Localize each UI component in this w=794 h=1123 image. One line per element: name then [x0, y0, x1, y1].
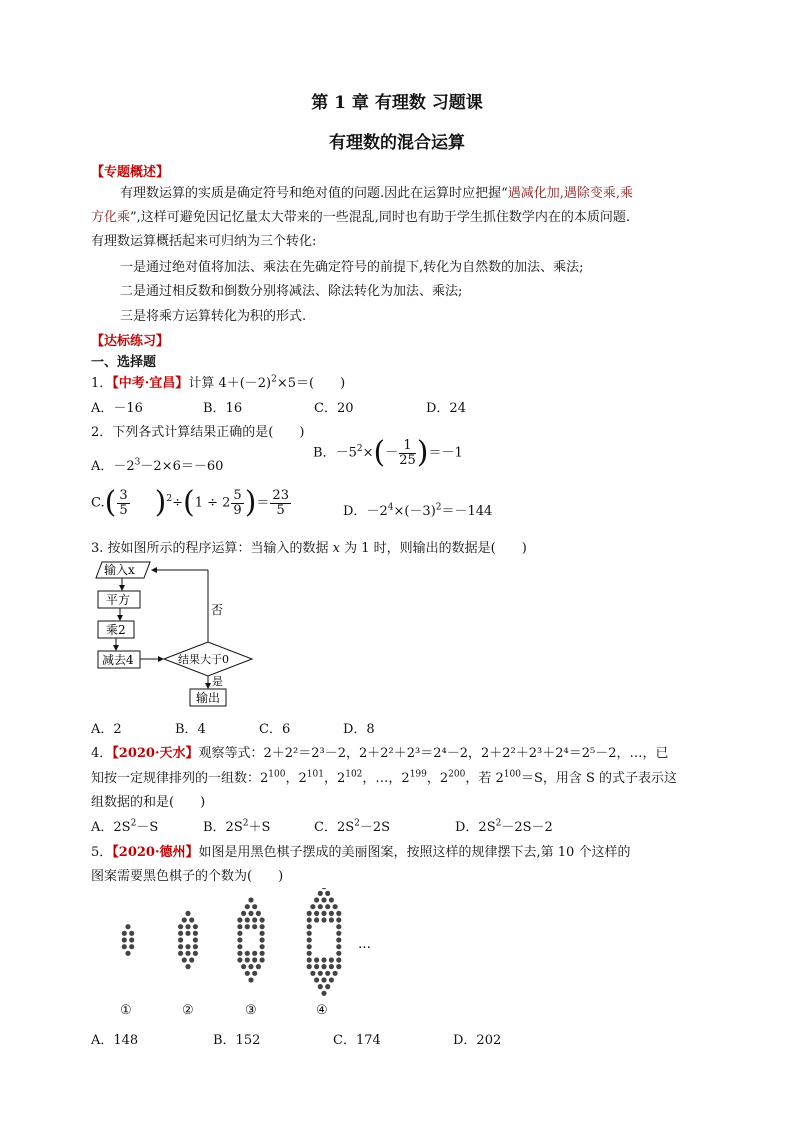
- right-paren: ): [416, 435, 429, 470]
- chess-piece: [178, 944, 183, 949]
- q5-option-d[interactable]: D．202: [453, 1033, 502, 1048]
- chess-piece: [318, 891, 323, 896]
- pattern-label-2: ②: [182, 1003, 194, 1018]
- square-label: 平方: [106, 593, 131, 607]
- chess-piece: [185, 964, 190, 969]
- chess-piece: [329, 917, 334, 922]
- chess-piece: [329, 911, 334, 916]
- chess-piece: [318, 971, 323, 976]
- right-paren: ): [154, 485, 167, 520]
- q2-option-c[interactable]: [91, 485, 292, 520]
- chess-piece: [237, 937, 242, 942]
- decision-label: 结果大于0: [178, 653, 229, 666]
- chess-piece: [307, 911, 312, 916]
- q3-option-c[interactable]: C．6: [259, 722, 291, 737]
- overview-text: 有理数运算的实质是确定符号和绝对值的问题.因此在运算时应把握“: [120, 186, 508, 201]
- pattern-4: [307, 888, 342, 996]
- pattern-1: [122, 924, 135, 956]
- chess-piece: [185, 944, 190, 949]
- chess-piece: [260, 957, 265, 962]
- source-tag: 【中考·宜昌】: [112, 376, 189, 391]
- question-5-line-2: 图案需要黑色棋子的个数为( ): [91, 869, 284, 884]
- q1-option-b[interactable]: B．16: [203, 401, 243, 416]
- overview-highlight: 遇减化加,遇除变乘,乘: [507, 186, 634, 201]
- chess-piece: [314, 964, 319, 969]
- chess-piece: [178, 931, 183, 936]
- expr: ×: [362, 445, 374, 461]
- pattern-label-4: ④: [316, 1003, 328, 1018]
- chess-piece: [318, 904, 323, 909]
- q5-option-b[interactable]: B．152: [213, 1033, 261, 1048]
- chess-piece: [310, 971, 315, 976]
- question-4-line-3: 组数据的和是( ): [91, 795, 206, 810]
- question-4: [91, 742, 668, 761]
- chess-piece: [248, 977, 253, 982]
- chess-piece: [122, 931, 127, 936]
- q1-option-c[interactable]: C．20: [314, 401, 354, 416]
- chess-piece: [245, 904, 250, 909]
- chess-piece: [129, 937, 134, 942]
- expr: 知按一定规律排列的一组数：2: [91, 771, 269, 786]
- flowchart: [90, 558, 270, 710]
- q2-option-a[interactable]: [91, 455, 223, 474]
- expr: －2×6＝－60: [140, 459, 224, 474]
- chess-piece: [321, 964, 326, 969]
- expr: B．2S: [203, 820, 243, 835]
- chess-piece: [237, 931, 242, 936]
- expr: ＝S，用含 S 的式子表示这: [520, 771, 678, 786]
- expr: ×(－3): [393, 504, 436, 519]
- exponent: 2: [495, 818, 502, 829]
- source-tag: 【2020·德州】: [112, 845, 199, 860]
- chess-piece: [307, 944, 312, 949]
- question-number: 1．: [91, 376, 113, 391]
- chess-piece: [245, 957, 250, 962]
- left-paren: (: [373, 435, 386, 470]
- exponent: 2: [130, 818, 137, 829]
- q4-option-c[interactable]: [314, 816, 390, 835]
- chess-piece: [336, 911, 341, 916]
- expr: ÷: [172, 495, 183, 511]
- chess-piece: [333, 904, 338, 909]
- chess-piece: [256, 911, 261, 916]
- chess-piece: [185, 951, 190, 956]
- denominator: 25: [399, 452, 416, 468]
- chess-piece: [307, 964, 312, 969]
- chess-piece: [260, 924, 265, 929]
- chess-piece: [241, 964, 246, 969]
- chess-piece: [245, 924, 250, 929]
- expr: ＝－1: [428, 445, 463, 461]
- chess-piece: [189, 917, 194, 922]
- chess-piece: [329, 957, 334, 962]
- chess-piece: [314, 897, 319, 902]
- chess-piece: [336, 924, 341, 929]
- question-stem: 为 1 时，则输出的数据是( ): [340, 541, 527, 556]
- chess-piece: [178, 924, 183, 929]
- chess-piece: [178, 951, 183, 956]
- chess-piece: [182, 957, 187, 962]
- expr: －2S: [359, 820, 391, 835]
- chess-piece: [314, 917, 319, 922]
- exponent: 100: [503, 769, 521, 780]
- chess-piece: [248, 897, 253, 902]
- chess-piece: [307, 931, 312, 936]
- q3-option-d[interactable]: D．8: [343, 722, 375, 737]
- expr: 1 ÷ 2: [194, 495, 231, 511]
- chess-piece: [189, 957, 194, 962]
- chess-piece: [193, 951, 198, 956]
- chess-piece: [193, 931, 198, 936]
- chess-piece: [193, 937, 198, 942]
- chess-piece: [321, 888, 326, 889]
- question-stem: ×5＝( ): [276, 376, 346, 391]
- question-number: 5．: [91, 845, 113, 860]
- chess-piece: [237, 951, 242, 956]
- exponent: 3: [134, 457, 141, 468]
- chess-piece: [248, 911, 253, 916]
- variable: x: [332, 541, 341, 556]
- chess-piece: [185, 931, 190, 936]
- numerator: 5: [233, 487, 242, 503]
- chess-piece: [252, 951, 257, 956]
- chess-piece: [321, 911, 326, 916]
- chess-piece: [245, 917, 250, 922]
- overview-line-2: [91, 206, 630, 225]
- expr: －2: [113, 459, 135, 474]
- chess-piece: [314, 977, 319, 982]
- expr: ＝: [256, 495, 270, 511]
- chess-piece: [307, 957, 312, 962]
- exponent: 199: [409, 769, 427, 780]
- question-stem: 计算 4＋(－2): [188, 376, 272, 391]
- chess-piece: [260, 917, 265, 922]
- chess-piece: [325, 891, 330, 896]
- chess-piece: [325, 971, 330, 976]
- chess-piece: [314, 957, 319, 962]
- question-number: 4．: [91, 746, 113, 761]
- chess-piece: [260, 944, 265, 949]
- exponent: 2: [271, 374, 277, 385]
- chess-piece: [178, 937, 183, 942]
- chess-piece: [252, 924, 257, 929]
- pattern-3: [237, 897, 264, 982]
- times2-label: 乘2: [106, 623, 126, 637]
- q4-option-a[interactable]: [91, 816, 158, 835]
- chess-piece: [248, 964, 253, 969]
- chess-piece: [237, 924, 242, 929]
- chess-piece: [336, 937, 341, 942]
- section-heading: 一、选择题: [91, 355, 157, 370]
- exponent: 102: [345, 769, 363, 780]
- numerator: 1: [399, 439, 416, 454]
- chess-piece: [122, 944, 127, 949]
- no-label: 否: [211, 603, 224, 617]
- expr: ，若 2: [465, 771, 504, 786]
- chess-piece: [318, 984, 323, 989]
- exponent: 2: [166, 494, 173, 505]
- chess-piece: [307, 937, 312, 942]
- right-paren: ): [244, 485, 257, 520]
- pattern-label-1: ①: [120, 1003, 132, 1018]
- pattern-2: [178, 911, 198, 969]
- chess-piece: [336, 957, 341, 962]
- chess-piece: [336, 931, 341, 936]
- question-1: [91, 372, 345, 391]
- chess-piece: [237, 957, 242, 962]
- overview-label: 【专题概述】: [91, 165, 170, 180]
- overview-line-3: 有理数运算概括起来可归纳为三个转化:: [91, 234, 317, 249]
- chess-piece: [307, 951, 312, 956]
- exponent: 100: [268, 769, 286, 780]
- output-label: 输出: [196, 691, 221, 705]
- overview-text: ”,这样可避免因记忆量太大带来的一些混乱,同时也有助于学生抓住数学内在的本质问题.: [130, 210, 631, 225]
- chess-piece: [260, 951, 265, 956]
- chess-piece: [336, 964, 341, 969]
- chess-piece: [252, 904, 257, 909]
- q3-option-a[interactable]: A．2: [91, 722, 122, 737]
- expr: ，2: [285, 771, 307, 786]
- question-5: [91, 841, 630, 860]
- q1-option-a[interactable]: A．－16: [91, 401, 143, 416]
- chess-piece: [252, 971, 257, 976]
- numerator: 3: [119, 487, 128, 503]
- chess-piece: [321, 991, 326, 996]
- question-4-line-2: [91, 767, 677, 786]
- exponent: 200: [448, 769, 466, 780]
- exponent: 101: [306, 769, 324, 780]
- question-stem: 3. 按如图所示的程序运算：当输入的数据: [91, 541, 333, 556]
- expr: ＝－144: [441, 504, 493, 519]
- exponent: 4: [387, 502, 394, 513]
- chess-piece: [237, 917, 242, 922]
- fraction: [117, 489, 129, 518]
- chess-piece: [193, 924, 198, 929]
- q3-option-b[interactable]: B．4: [175, 722, 206, 737]
- chess-piece: [182, 917, 187, 922]
- expr: A．2S: [91, 820, 131, 835]
- chess-piece: [185, 924, 190, 929]
- page-title: 第 1 章 有理数 习题课: [311, 93, 483, 113]
- chess-piece: [245, 951, 250, 956]
- expr: ，2: [323, 771, 346, 786]
- expr: －2S－2: [501, 820, 553, 835]
- pattern-label-3: ③: [245, 1003, 257, 1018]
- expr: ，2: [426, 771, 449, 786]
- chess-piece: [185, 911, 190, 916]
- chess-piece: [329, 964, 334, 969]
- overview-line-1: [120, 182, 633, 201]
- denominator: 5: [119, 502, 128, 518]
- left-paren: (: [182, 485, 195, 520]
- exponent: 2: [356, 444, 363, 455]
- chess-piece: [237, 944, 242, 949]
- chess-piece: [307, 924, 312, 929]
- chess-piece: [314, 911, 319, 916]
- chess-piece: [260, 931, 265, 936]
- exponent: 2: [354, 818, 360, 829]
- expr: －: [385, 445, 399, 461]
- chess-piece: [329, 897, 334, 902]
- chess-piece: [125, 924, 130, 929]
- question-3: [91, 537, 527, 556]
- chess-piece: [321, 977, 326, 982]
- chess-piece: [321, 897, 326, 902]
- overview-item-2: 二是通过相反数和倒数分别将减法、除法转化为加法、乘法;: [120, 284, 463, 299]
- expr: －5: [335, 445, 357, 461]
- chess-piece: [336, 917, 341, 922]
- option-label: C.: [91, 495, 105, 511]
- denominator: 9: [233, 502, 242, 518]
- source-tag: 【2020·天水】: [112, 746, 199, 761]
- question-stem: 如图是用黑色棋子摆成的美丽图案，按照这样的规律摆下去,第 10 个这样的: [198, 845, 631, 860]
- chess-piece: [321, 917, 326, 922]
- chess-piece: [325, 904, 330, 909]
- fraction: [399, 439, 416, 468]
- chess-piece: [129, 944, 134, 949]
- expr: －2: [366, 504, 388, 519]
- input-label: 输入x: [104, 563, 135, 577]
- option-label: A．: [91, 459, 114, 474]
- expr: －S: [136, 820, 159, 835]
- overview-item-1: 一是通过绝对值将加法、乘法在先确定符号的前提下,转化为自然数的加法、乘法;: [120, 260, 584, 275]
- practice-label: 【达标练习】: [91, 334, 170, 349]
- chess-piece: [252, 957, 257, 962]
- q5-option-a[interactable]: A．148: [91, 1033, 139, 1048]
- exponent: 2: [242, 818, 249, 829]
- chess-piece: [252, 917, 257, 922]
- q2-option-d[interactable]: [343, 500, 492, 519]
- chess-piece: [245, 971, 250, 976]
- chess-piece: [325, 984, 330, 989]
- fraction: [231, 489, 243, 518]
- overview-item-3: 三是将乘方运算转化为积的形式.: [120, 309, 307, 324]
- expr: C．2S: [314, 820, 355, 835]
- q5-option-c[interactable]: C．174: [333, 1033, 381, 1048]
- page-subtitle: 有理数的混合运算: [329, 133, 465, 153]
- q4-option-d[interactable]: [455, 816, 553, 835]
- overview-highlight: 方化乘: [91, 210, 131, 225]
- chess-piece: [241, 911, 246, 916]
- question-stem: 观察等式：2＋2²＝2³－2，2＋2²＋2³＝2⁴－2，2＋2²＋2³＋2⁴＝2⁵－2，…，已: [198, 746, 669, 761]
- numerator: 23: [272, 487, 289, 503]
- chess-piece: [329, 977, 334, 982]
- exponent: 2: [435, 502, 442, 513]
- chess-piece: [333, 971, 338, 976]
- left-paren: (: [104, 485, 117, 520]
- expr: ，…，2: [362, 771, 410, 786]
- chess-piece: [307, 917, 312, 922]
- chess-pattern-figure: [100, 888, 400, 1003]
- q2-option-b[interactable]: [313, 435, 463, 470]
- chess-piece: [125, 951, 130, 956]
- denominator: 5: [276, 502, 285, 518]
- chess-piece: [321, 957, 326, 962]
- chess-piece: [260, 937, 265, 942]
- chess-piece: [122, 937, 127, 942]
- chess-piece: [310, 904, 315, 909]
- chess-piece: [193, 944, 198, 949]
- expr: ＋S: [248, 820, 271, 835]
- chess-piece: [336, 951, 341, 956]
- yes-label: 是: [212, 675, 223, 688]
- option-label: B．: [313, 445, 336, 461]
- q4-option-b[interactable]: [203, 816, 270, 835]
- question-2: 2．下列各式计算结果正确的是( ): [91, 425, 305, 440]
- option-label: D．: [343, 504, 367, 519]
- chess-piece: [129, 931, 134, 936]
- pattern-ellipsis: …: [358, 937, 371, 952]
- minus4-label: 减去4: [102, 653, 134, 667]
- fraction: [270, 489, 291, 518]
- expr: D．2S: [455, 820, 496, 835]
- chess-piece: [336, 944, 341, 949]
- chess-piece: [256, 964, 261, 969]
- q1-option-d[interactable]: D．24: [426, 401, 466, 416]
